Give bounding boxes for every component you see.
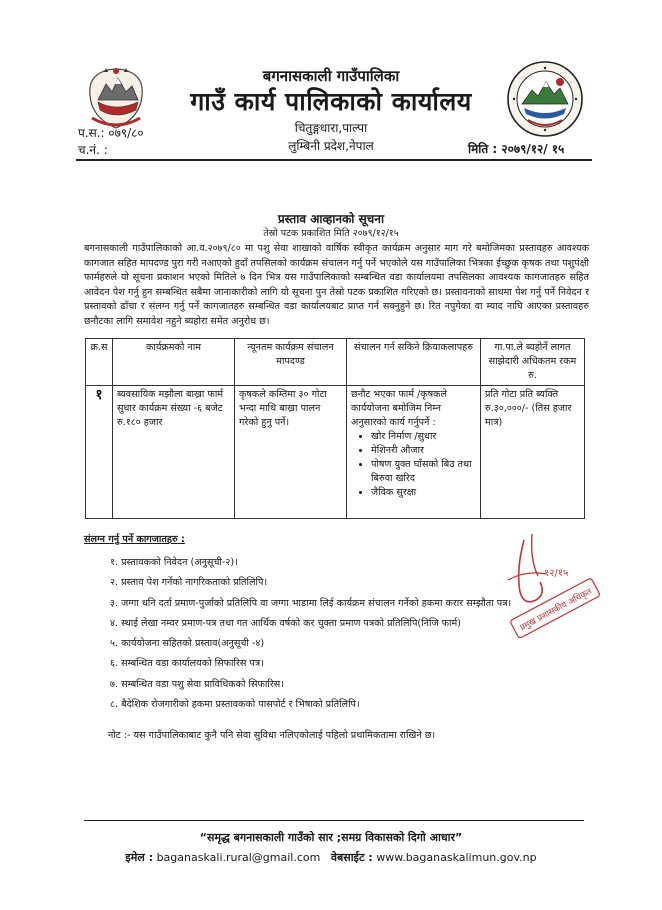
reference-cn: च.नं. : [78, 143, 108, 157]
notice-title: प्रस्ताव आव्हानको सूचना [277, 212, 385, 226]
email-link[interactable]: baganaskali.rural@gmail.com [156, 851, 321, 864]
list-item: ५. कार्ययोजना सहितको प्रस्ताव(अनुसूची -४) [110, 638, 265, 650]
list-item: ६. सम्बन्धित वडा कार्यालयको सिफारिस पत्र। [110, 658, 264, 670]
official-signature-stamp [486, 530, 602, 638]
province-name: लुम्बिनी प्रदेश,नेपाल [288, 139, 374, 153]
documents-heading: संलग्न गर्नु पर्ने कागजातहरु : [84, 534, 185, 545]
table-header: संचालन गर्न सकिने क्रियाकलापहरु [347, 339, 481, 386]
table-row [86, 386, 585, 519]
footer-divider [84, 820, 584, 821]
table-header: न्यूनतम कार्यक्रम संचालन मापदण्ड [235, 339, 347, 386]
table-header: कार्यक्रमको नाम [113, 339, 235, 386]
table-header: गा.पा.ले ब्यहोर्ने लागत साझेदारी अधिकतम रकम रु. [481, 339, 585, 386]
notice-subtitle: तेस्रो पटक प्रकाशित मिति २०७९/१२/१५ [263, 228, 399, 239]
list-item: • पोषण युक्त घाँसको बिउ तथा बिरुवा खरिद [371, 458, 476, 486]
list-item: ४. स्थाई लेखा नम्वर प्रमाण-पत्र तथा गत आर्थिक वर्षको कर चुक्ता प्रमाण पत्रको प्रतिलिपि(निजि फार्म) [110, 617, 461, 629]
list-item: ७. सम्बन्धित वडा पशु सेवा प्राविधिकको सिफारिस। [110, 678, 284, 690]
website-label: वेबसाईट : [330, 851, 373, 864]
row-max-amount: प्रति गोटा प्रति ब्यक्ति रु.३०,०००/- (तिस हजार मात्र) [481, 386, 585, 519]
row-minimum-criteria: कृषकले कम्तिमा ३० गोटा भन्दा माथि बाख्रा पालन गरेको हुनु पर्ने। [235, 386, 347, 519]
table-header: क्र.स [86, 339, 113, 386]
list-item: • खोर निर्माण /सुधार [371, 430, 476, 444]
signature-date: १२/१५ [544, 568, 569, 579]
list-item: ८. बैदेशिक रोजगारीको हकमा प्रस्तावकको पासपोर्ट र भिषाको प्रतिलिपि। [110, 699, 360, 711]
activities-list [351, 430, 476, 500]
activities-intro: छनौट भएका फार्म /कृषकले कार्ययोजना बमोजिम निम्न अनुसारको कार्य गर्नुपर्ने : [351, 389, 448, 428]
header-divider [76, 159, 592, 161]
list-item: ३. जग्गा धनि दर्ता प्रमाण-पुर्जाको प्रतिलिपि वा जग्गा भाडामा लिई कार्यक्रम संचालन गर्नेको हकमा करार सम्झौता पत्र। [110, 597, 512, 609]
office-address: चितुङ्गधारा,पाल्पा [294, 121, 368, 135]
email-label: इमेल : [125, 851, 154, 864]
stamp-text: प्रमुख प्रशासकीय अधिकृत [518, 586, 594, 634]
municipality-name: बगनासकाली गाउँपालिका [262, 67, 400, 85]
footer-contact [0, 850, 662, 865]
list-item: • मेशिनरी औजार [371, 444, 476, 458]
list-item: २. प्रस्ताव पेश गर्नेको नागरिकताको प्रतिलिपि। [110, 577, 268, 589]
note-text: नोट :- यस गाउँपालिकाबाट कुनै पनि सेवा सुविधा नलिएकोलाई पहिलो प्रथामिकतामा राखिने छ। [108, 730, 436, 741]
program-table [85, 338, 585, 519]
reference-ps: प.स.: ०७९/८० [78, 126, 144, 140]
office-title: गाउँ कार्य पालिकाको कार्यालय [190, 87, 472, 116]
row-program-name: ब्यवसायिक मझौला बाख्रा फार्म सुधार कार्यक्रम संख्या -६ बजेट रु.१८० हजार [113, 386, 235, 519]
list-item: • जैविक सुरक्षा [371, 486, 476, 500]
website-link[interactable]: www.baganaskalimun.gov.np [376, 851, 537, 864]
table-header-row [86, 339, 585, 386]
list-item: १. प्रस्तावकको निवेदन (अनुसूची-२)। [110, 557, 238, 568]
notice-body: बगनासकाली गाउँपालिकाको आ.व.२०७९/८० मा पशु सेवा शाखाको वार्षिक स्वीकृत कार्यक्रम अनुसार माग गरे बमोजिमका प्रस्तावहरु आवश्यक कागजात सहित मापदण्ड पुरा गरी नआएको हुदाँ तपसिलको कार्यक्रम संचालन गर्नु पर्ने भएकोले यस गाउँपालिका भित्रका ईच्छुक कृषक तथा पशुपंक्षी फार्महरुले यो सूचना प्रकाशन भएको मितिले ७ दिन भित्र यस गाउँपालिकाको सम्बन्धित वडा कार्यालयमा तपसिलका आवश्यक कागजातहरु सहित आवेदन पेश गर्नु हुन सम्बन्धित सबैमा जानाकारीको लागि यो सूचना पुन तेस्रो पटक प्रकाशित गरिएको छ। प्रस्तावनाको साथमा पेश गर्नु पर्ने निवेदन र प्रस्तावको ढाँचा र संलग्न गर्नु पर्ने कागजातहरु सम्बन्धित वडा कार्यालयबाट प्राप्त गर्न सक्नुहुने छ। रित नपुगेका वा म्याद नाघि आएका प्रस्तावहरु छनौटका लागि समावेश नहुने ब्यहोरा समेत अनुरोध छ। [84, 243, 589, 327]
row-activities [347, 386, 481, 519]
row-serial: १ [86, 386, 113, 519]
footer-slogan: “समृद्ध बगनासकाली गाउँको सार ;समग्र विकासको दिगो आधार” [199, 831, 463, 844]
letter-date: मिति : २०७९/१२/ १५ [468, 142, 565, 156]
